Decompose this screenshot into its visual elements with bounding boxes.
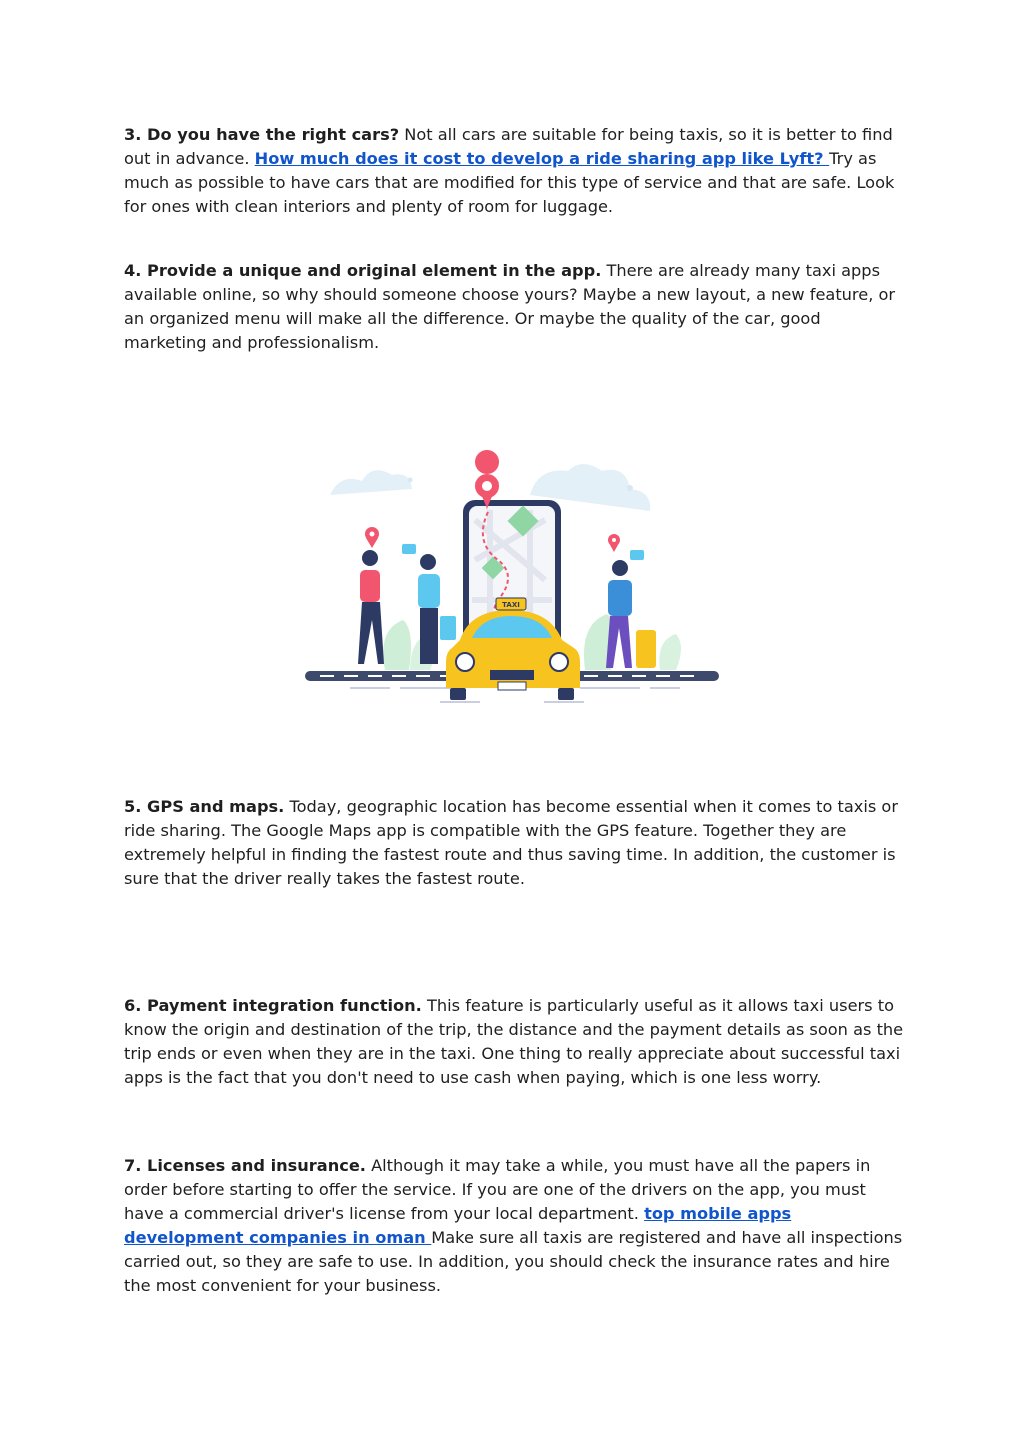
plant-right-small [659, 634, 681, 670]
section-7-text: Although it may take a while, you must have all the papers in order before starting to offer the service. If you are one of the drivers on the app, you must have a commercial driver's license from your local department. [124, 1156, 871, 1223]
man-shirt [418, 574, 440, 608]
small-pin-tip [366, 538, 378, 548]
lyft-cost-link[interactable]: How much does it cost to develop a ride sharing app like Lyft? [254, 149, 830, 168]
cloud-left [330, 470, 412, 495]
taxi-license-plate [498, 682, 526, 690]
section-6-heading: 6. Payment integration function. [124, 996, 422, 1015]
sparkle-dot [627, 485, 633, 491]
section-6-text: This feature is particularly useful as it allows taxi users to know the origin and destination of the trip, the distance and the payment details as soon as the trip ends or even when they are in the taxi. One thing to really appreciate about successful taxi apps is the fact that you don't need to use cash when paying, which is one less worry. [124, 996, 904, 1087]
section-6-paragraph [124, 994, 904, 1090]
woman-shirt [360, 570, 380, 602]
taxi-headlight-left [456, 653, 474, 671]
small-pin-dot [612, 538, 616, 542]
chat-bubble-icon [630, 550, 644, 560]
oman-companies-link[interactable]: top mobile apps development companies in oman [124, 1204, 792, 1247]
small-pin-tip [609, 543, 619, 552]
traveler-head [612, 560, 628, 576]
section-7-text-continued: Make sure all taxis are registered and have all inspections carried out, so they are safe to use. In addition, you should check the insurance rates and hire the most convenient for your business. [124, 1228, 903, 1295]
plant-left [383, 620, 411, 670]
location-pin-dot [482, 481, 492, 491]
section-7-heading: 7. Licenses and insurance. [124, 1156, 366, 1175]
sparkle-dot [408, 478, 413, 483]
section-5-paragraph [124, 795, 904, 891]
section-7-paragraph [124, 1154, 904, 1298]
section-3-text-continued: Try as much as possible to have cars that are modified for this type of service and that are safe. Look for ones with clean interiors and plenty of room for luggage. [124, 149, 895, 216]
section-3-text: Not all cars are suitable for being taxis, so it is better to find out in advance. [124, 125, 893, 168]
taxi-headlight-right [550, 653, 568, 671]
chat-bubble-icon [402, 544, 416, 554]
traveler-shirt [608, 580, 632, 616]
section-3-heading: 3. Do you have the right cars? [124, 125, 400, 144]
traveler-legs [606, 616, 632, 668]
suitcase-icon [636, 630, 656, 668]
taxi-app-illustration [300, 450, 724, 712]
section-3-paragraph [124, 123, 904, 219]
section-4-text: There are already many taxi apps available online, so why should someone choose yours? Maybe a new layout, a new feature, or an organized menu will make all the difference. Or maybe the quality of the car, good marketing and professionalism. [124, 261, 896, 352]
taxi-grille [490, 670, 534, 680]
section-5-heading: 5. GPS and maps. [124, 797, 285, 816]
taxi-wheel-right [558, 688, 574, 700]
man-legs [420, 608, 438, 664]
small-pin-dot [370, 532, 375, 537]
shopping-bag-icon [440, 616, 456, 640]
taxi-sign-label: TAXI [502, 601, 520, 609]
section-5-text: Today, geographic location has become essential when it comes to taxis or ride sharing. The Google Maps app is compatible with the GPS feature. Together they are extremely helpful in finding the fastest route and thus saving time. In addition, the customer is sure that the driver really takes the fastest route. [124, 797, 898, 888]
section-4-heading: 4. Provide a unique and original element in the app. [124, 261, 602, 280]
taxi-wheel-left [450, 688, 466, 700]
woman-legs [358, 602, 384, 664]
section-4-paragraph [124, 259, 904, 355]
man-head [420, 554, 436, 570]
woman-head [362, 550, 378, 566]
